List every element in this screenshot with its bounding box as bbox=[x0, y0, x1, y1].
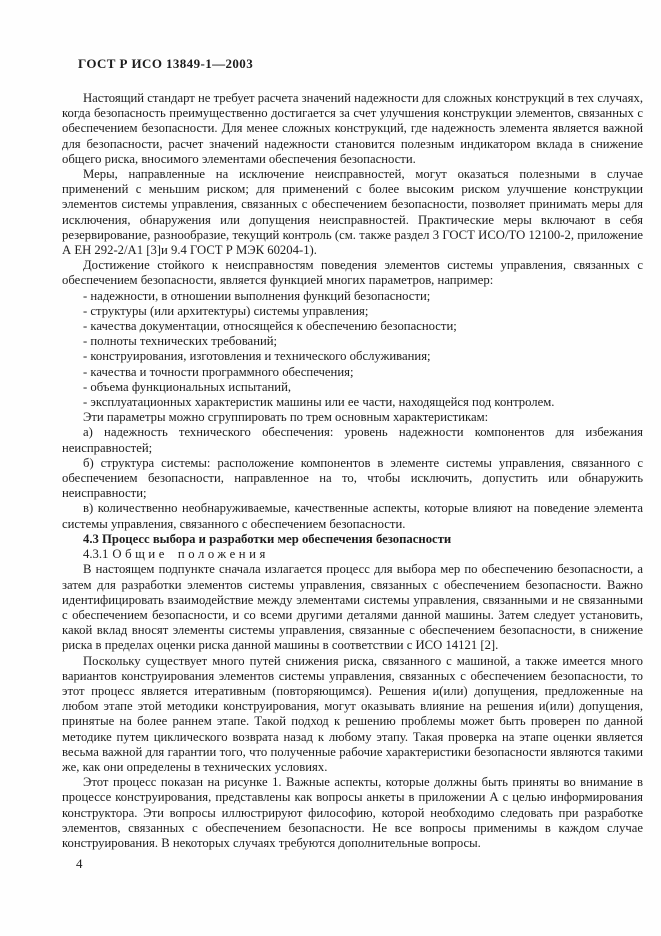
paragraph-2: Меры, направленные на исключение неисправностей, могут оказаться полезными в случае применений с меньшим риском; для применений с более высоким риском улучшение конструкции элементов системы управления, связанных с обеспечением безопасности, позволяет принимать меры для исключения, обнаружения или допущения неисправностей. Практические меры включают в себя резервирование, разнообразие, текущий контроль (см. также раздел 3 ГОСТ ИСО/ТО 12100-2, приложение А ЕН 292-2/А1 [3]и 9.4 ГОСТ Р МЭК 60204-1). bbox=[62, 167, 643, 258]
page-number: 4 bbox=[76, 856, 83, 872]
lettered-item-v: в) количественно необнаруживаемые, качественные аспекты, которые влияют на поведение элемента системы управления, связанного с обеспечением безопасности. bbox=[62, 501, 643, 531]
list-item: - конструирования, изготовления и технического обслуживания; bbox=[83, 349, 431, 364]
section-heading: 4.3 Процесс выбора и разработки мер обеспечения безопасности bbox=[83, 531, 452, 546]
paragraph-5: В настоящем подпункте сначала излагается процесс для выбора мер по обеспечению безопасности, а затем для разработки элементов системы управления, связанных с обеспечением безопасности. Важно идентифицировать взаимодействие между элементами системы управления, связанными и не связанными с обеспечением безопасности, и со всеми другими деталями данной машины. Затем следует установить, какой вклад вносят элементы системы управления, связанные с обеспечением безопасности, в снижение риска в пределах оценки риска данной машины в соответствии с ИСО 14121 [2]. bbox=[62, 562, 643, 653]
paragraph-4: Эти параметры можно сгруппировать по трем основным характеристикам: bbox=[83, 410, 489, 425]
subsection-title: Общие положения bbox=[112, 547, 269, 562]
paragraph-3: Достижение стойкого к неисправностям поведения элементов системы управления, связанных с обеспечением безопасности, является функцией многих параметров, например: bbox=[62, 258, 643, 288]
list-item: - структуры (или архитектуры) системы управления; bbox=[83, 303, 369, 318]
subsection-heading bbox=[62, 547, 643, 562]
paragraph-7: Этот процесс показан на рисунке 1. Важные аспекты, которые должны быть приняты во внимание в процессе конструирования, представлены как вопросы анкеты в приложении А с целью информирования конструктора. Эти вопросы иллюстрируют философию, которой необходимо следовать при разработке элементов, связанных с обеспечением безопасности. Не все вопросы применимы в каждом случае конструирования. В некоторых случаях требуются дополнительные вопросы. bbox=[62, 775, 643, 850]
list-item: - объема функциональных испытаний, bbox=[83, 379, 292, 394]
list-item: - качества документации, относящейся к обеспечению безопасности; bbox=[83, 319, 457, 334]
document-body bbox=[62, 91, 643, 871]
paragraph-1: Настоящий стандарт не требует расчета значений надежности для сложных конструкций в тех случаях, когда безопасность преимущественно достигается за счет улучшения конструкции элементов, связанных с обеспечением безопасности. Для менее сложных конструкций, где надежность элемента является важной для безопасности, расчет значений надежности становится полезным индикатором вклада в снижение общего риска, вносимого элементами обеспечения безопасности. bbox=[62, 91, 643, 166]
running-header: ГОСТ Р ИСО 13849-1—2003 bbox=[78, 56, 254, 71]
list-item: - полноты технических требований; bbox=[83, 334, 278, 349]
lettered-item-a: а) надежность технического обеспечения: уровень надежности компонентов для избежания неисправностей; bbox=[62, 425, 643, 455]
list-item: - надежности, в отношении выполнения функций безопасности; bbox=[83, 288, 431, 303]
subsection-number: 4.3.1 bbox=[83, 547, 109, 562]
list-item: - качества и точности программного обеспечения; bbox=[83, 364, 354, 379]
lettered-item-b: б) структура системы: расположение компонентов в элементе системы управления, связанного с обеспечением безопасности, направленное на то, чтобы исключить, допустить или обнаружить неисправности; bbox=[62, 455, 643, 501]
paragraph-6: Поскольку существует много путей снижения риска, связанного с машиной, а также имеется много вариантов конструирования элементов системы управления, связанных с обеспечением безопасности, то этот процесс является итеративным (повторяющимся). Решения и(или) допущения, предложенные на любом этапе этой методики конструирования, могут оказывать влияние на решения и(или) допущения, принятые на более раннем этапе. Такой подход к решению проблемы может быть проверен по данной методике путем циклического возврата назад к любому этапу. Такая проверка на этапе оценки является весьма важной для гарантии того, что полученные рабочие характеристики безопасности являются такими же, как они определены в технических условиях. bbox=[62, 653, 643, 774]
list-item: - эксплуатационных характеристик машины или ее части, находящейся под контролем. bbox=[83, 395, 555, 410]
